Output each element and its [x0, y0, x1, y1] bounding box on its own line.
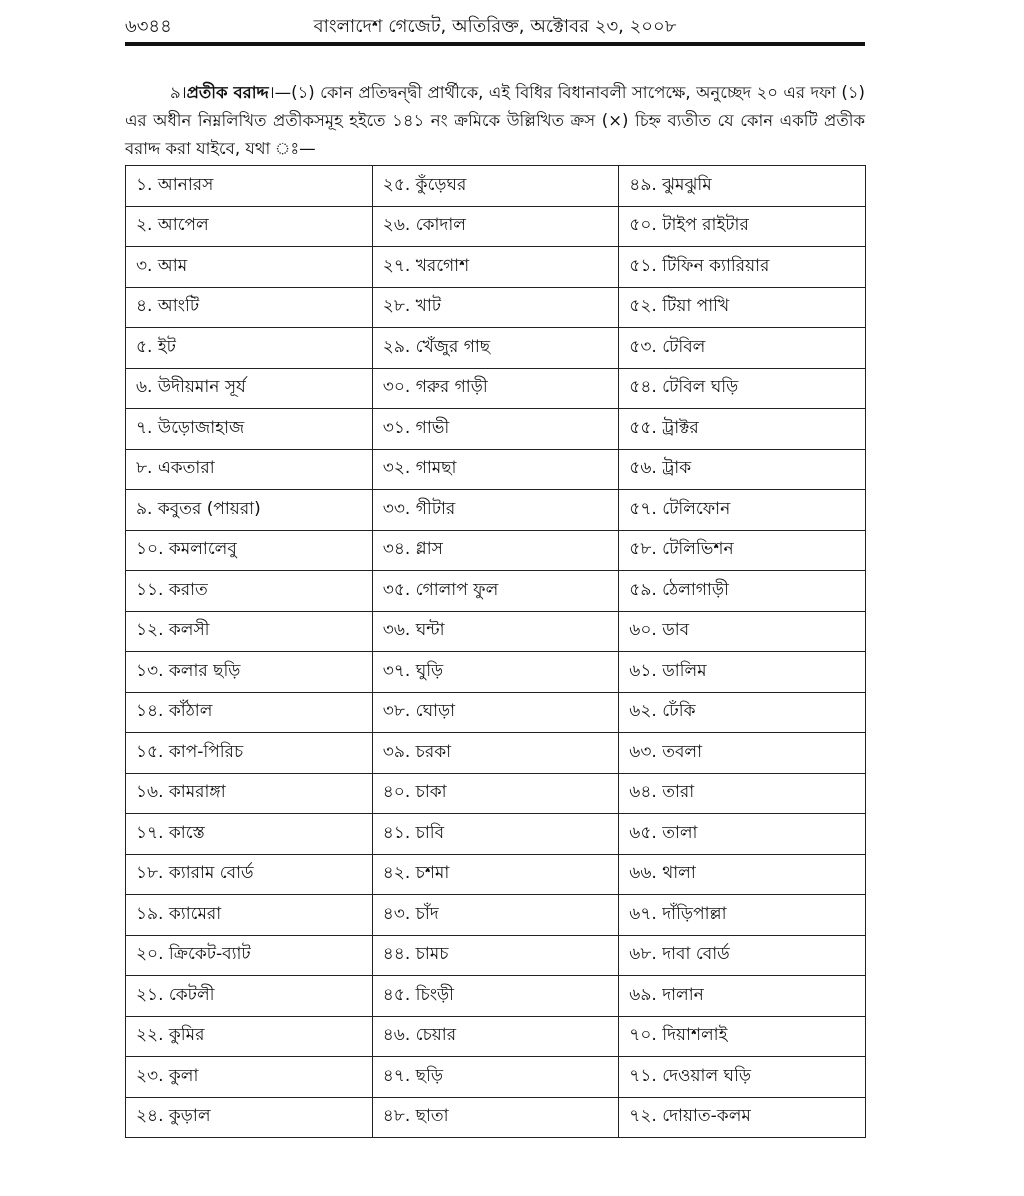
symbol-cell: ৩. আম	[126, 247, 373, 288]
table-row	[126, 895, 866, 936]
section-heading: প্রতীক বরাদ্দ	[186, 82, 269, 102]
symbol-cell: ২৭. খরগোশ	[372, 247, 619, 288]
symbol-cell: ২৬. কোদাল	[372, 206, 619, 247]
symbol-cell: ২৩. কুলা	[126, 1057, 373, 1098]
symbol-cell: ৫৭. টেলিফোন	[619, 490, 866, 531]
symbol-cell: ৭. উড়োজাহাজ	[126, 409, 373, 450]
symbol-cell: ৭২. দোয়াত-কলম	[619, 1097, 866, 1138]
table-row	[126, 814, 866, 855]
symbol-cell: ৪৭. ছড়ি	[372, 1057, 619, 1098]
symbol-cell: ৩২. গামছা	[372, 449, 619, 490]
symbol-cell: ২১. কেটলী	[126, 976, 373, 1017]
symbol-cell: ৬০. ডাব	[619, 611, 866, 652]
table-row	[126, 490, 866, 531]
symbol-cell: ২৪. কুড়াল	[126, 1097, 373, 1138]
symbol-cell: ৩৭. ঘুড়ি	[372, 652, 619, 693]
symbol-cell: ৬১. ডালিম	[619, 652, 866, 693]
symbol-cell: ৩৮. ঘোড়া	[372, 692, 619, 733]
symbol-cell: ৩৯. চরকা	[372, 733, 619, 774]
symbol-cell: ১২. কলসী	[126, 611, 373, 652]
symbol-cell: ৫০. টাইপ রাইটার	[619, 206, 866, 247]
symbol-cell: ৫৮. টেলিভিশন	[619, 530, 866, 571]
symbol-cell: ১৮. ক্যারাম বোর্ড	[126, 854, 373, 895]
symbol-cell: ৪৮. ছাতা	[372, 1097, 619, 1138]
table-row	[126, 449, 866, 490]
symbol-cell: ৩৬. ঘন্টা	[372, 611, 619, 652]
symbol-cell: ৫. ইট	[126, 328, 373, 369]
table-row	[126, 1057, 866, 1098]
symbol-cell: ৫৬. ট্রাক	[619, 449, 866, 490]
symbol-cell: ৪৯. ঝুমঝুমি	[619, 166, 866, 207]
symbol-cell: ৪০. চাকা	[372, 773, 619, 814]
symbol-cell: ৫১. টিফিন ক্যারিয়ার	[619, 247, 866, 288]
symbol-cell: ৫৫. ট্রাক্টর	[619, 409, 866, 450]
page-header	[125, 8, 865, 38]
table-row	[126, 1016, 866, 1057]
symbol-cell: ৫৩. টেবিল	[619, 328, 866, 369]
symbol-cell: ৭০. দিয়াশলাই	[619, 1016, 866, 1057]
symbol-table	[125, 165, 866, 1138]
symbol-cell: ৬৪. তারা	[619, 773, 866, 814]
symbol-cell: ৪৬. চেয়ার	[372, 1016, 619, 1057]
symbol-cell: ৩৫. গোলাপ ফুল	[372, 571, 619, 612]
symbol-cell: ৫৯. ঠেলাগাড়ী	[619, 571, 866, 612]
symbol-cell: ৭১. দেওয়াল ঘড়ি	[619, 1057, 866, 1098]
section-text: ।—(১) কোন প্রতিদ্বন্দ্বী প্রার্থীকে, এই বিধির বিধানাবলী সাপেক্ষে, অনুচ্ছেদ ২০ এর দফা (১) এর অধীন নিম্নলিখিত প্রতীকসমূহ হইতে ১৪১ নং ক্রমিকে উল্লিখিত ক্রস (×) চিহ্ন ব্যতীত যে কোন একটি প্রতীক বরাদ্দ করা যাইবে, যথা ঃ—	[125, 82, 865, 158]
symbol-cell: ৪৫. চিংড়ী	[372, 976, 619, 1017]
symbol-cell: ৬৫. তালা	[619, 814, 866, 855]
section-number: ৯।	[170, 82, 187, 102]
symbol-cell: ১৬. কামরাঙ্গা	[126, 773, 373, 814]
symbol-cell: ৩৪. গ্লাস	[372, 530, 619, 571]
symbol-cell: ৩৩. গীটার	[372, 490, 619, 531]
symbol-cell: ৬. উদীয়মান সূর্য	[126, 368, 373, 409]
symbol-cell: ১৭. কাস্তে	[126, 814, 373, 855]
symbol-cell: ২২. কুমির	[126, 1016, 373, 1057]
symbol-cell: ৪৪. চামচ	[372, 935, 619, 976]
symbol-cell: ২০. ক্রিকেট-ব্যাট	[126, 935, 373, 976]
symbol-cell: ৬৯. দালান	[619, 976, 866, 1017]
symbol-cell: ৫২. টিয়া পাখি	[619, 287, 866, 328]
table-row	[126, 692, 866, 733]
symbol-cell: ১০. কমলালেবু	[126, 530, 373, 571]
symbol-cell: ৪২. চশমা	[372, 854, 619, 895]
symbol-cell: ১৫. কাপ-পিরিচ	[126, 733, 373, 774]
table-row	[126, 328, 866, 369]
gazette-title: বাংলাদেশ গেজেট, অতিরিক্ত, অক্টোবর ২৩, ২০০৮	[313, 16, 677, 37]
symbol-cell: ১১. করাত	[126, 571, 373, 612]
table-row	[126, 368, 866, 409]
symbol-cell: ১৩. কলার ছড়ি	[126, 652, 373, 693]
symbol-cell: ২৯. খেঁজুর গাছ	[372, 328, 619, 369]
table-row	[126, 247, 866, 288]
symbol-cell: ৬৬. থালা	[619, 854, 866, 895]
table-row	[126, 976, 866, 1017]
symbol-cell: ৬৩. তবলা	[619, 733, 866, 774]
table-row	[126, 409, 866, 450]
symbol-cell: ৩১. গাভী	[372, 409, 619, 450]
table-row	[126, 206, 866, 247]
table-row	[126, 166, 866, 207]
table-row	[126, 652, 866, 693]
symbol-cell: ৯. কবুতর (পায়রা)	[126, 490, 373, 531]
symbol-cell: ২. আপেল	[126, 206, 373, 247]
symbol-cell: ৫৪. টেবিল ঘড়ি	[619, 368, 866, 409]
symbol-cell: ৮. একতারা	[126, 449, 373, 490]
symbol-cell: ১. আনারস	[126, 166, 373, 207]
symbol-cell: ৪. আংটি	[126, 287, 373, 328]
symbol-cell: ১৪. কাঁঠাল	[126, 692, 373, 733]
symbol-cell: ৪১. চাবি	[372, 814, 619, 855]
symbol-cell: ৬২. ঢেঁকি	[619, 692, 866, 733]
symbol-cell: ৬৮. দাবা বোর্ড	[619, 935, 866, 976]
table-row	[126, 1097, 866, 1138]
table-row	[126, 571, 866, 612]
symbol-cell: ১৯. ক্যামেরা	[126, 895, 373, 936]
symbol-cell: ৩০. গরুর গাড়ী	[372, 368, 619, 409]
symbol-cell: ৪৩. চাঁদ	[372, 895, 619, 936]
table-row	[126, 611, 866, 652]
symbol-cell: ২৮. খাট	[372, 287, 619, 328]
section-paragraph	[125, 79, 865, 163]
symbol-cell: ২৫. কুঁড়েঘর	[372, 166, 619, 207]
table-row	[126, 733, 866, 774]
table-row	[126, 287, 866, 328]
symbol-cell: ৬৭. দাঁড়িপাল্লা	[619, 895, 866, 936]
header-divider	[125, 42, 865, 46]
table-row	[126, 854, 866, 895]
table-row	[126, 935, 866, 976]
page-number: ৬৩৪৪	[125, 16, 172, 37]
table-row	[126, 530, 866, 571]
table-row	[126, 773, 866, 814]
